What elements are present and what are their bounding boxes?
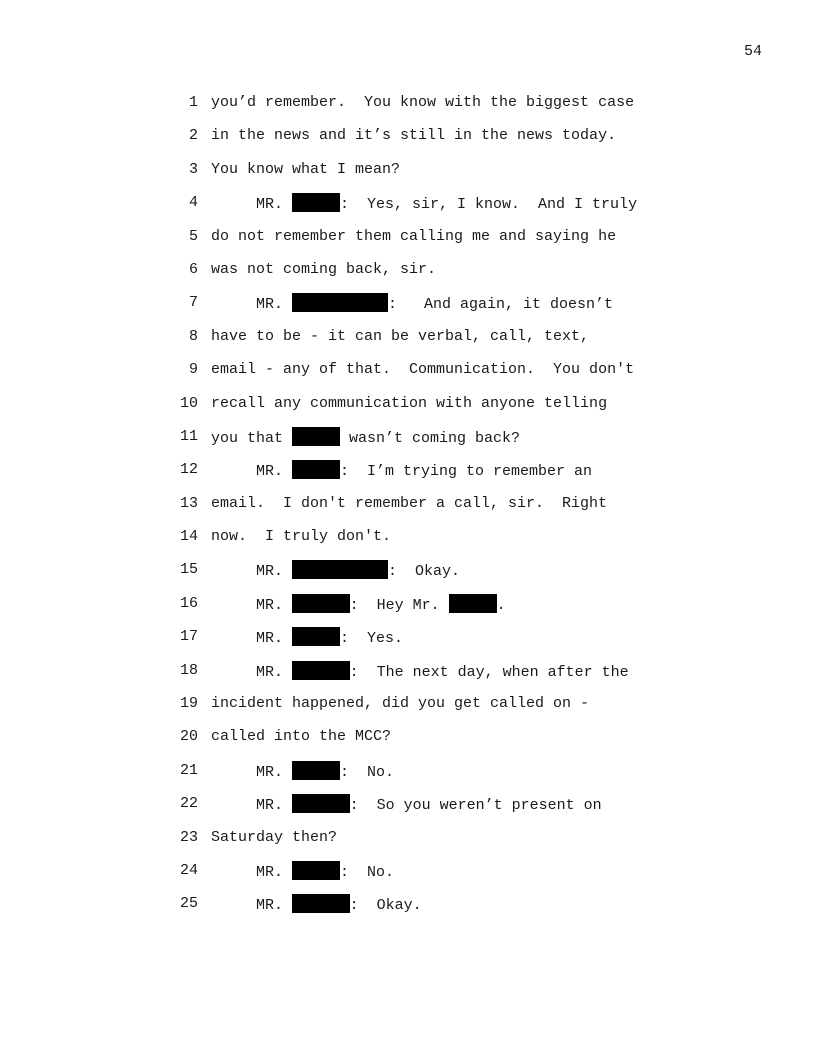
transcript-line bbox=[160, 861, 700, 894]
line-text bbox=[211, 394, 700, 414]
transcript-body bbox=[160, 93, 700, 928]
line-text bbox=[211, 427, 700, 449]
line-number: 15 bbox=[179, 561, 198, 579]
text-segment: : And again, it doesn’t bbox=[388, 296, 614, 314]
redaction-box bbox=[292, 661, 350, 680]
text-segment: : I’m trying to remember an bbox=[340, 463, 593, 481]
transcript-line bbox=[160, 293, 700, 326]
line-number: 5 bbox=[188, 227, 198, 245]
line-text bbox=[211, 126, 700, 146]
text-segment: email - any of that. Communication. You don't bbox=[211, 361, 635, 379]
text-segment: MR. bbox=[211, 797, 293, 815]
text-segment: have to be - it can be verbal, call, text, bbox=[211, 327, 590, 345]
text-segment: email. I don't remember a call, sir. Right bbox=[211, 494, 608, 512]
text-segment: MR. bbox=[211, 897, 293, 915]
transcript-line bbox=[160, 627, 700, 660]
line-text bbox=[211, 594, 700, 616]
transcript-line bbox=[160, 894, 700, 927]
line-number: 8 bbox=[188, 327, 198, 345]
transcript-line bbox=[160, 260, 700, 293]
line-number: 23 bbox=[179, 828, 198, 846]
line-text bbox=[211, 727, 700, 747]
line-number: 20 bbox=[179, 728, 198, 746]
transcript-line bbox=[160, 727, 700, 760]
text-segment: MR. bbox=[211, 563, 293, 581]
text-segment: : No. bbox=[340, 763, 395, 781]
line-number: 24 bbox=[179, 861, 198, 879]
line-text bbox=[211, 527, 700, 547]
transcript-line bbox=[160, 427, 700, 460]
line-number: 7 bbox=[188, 294, 198, 312]
line-text bbox=[211, 694, 700, 714]
text-segment: in the news and it’s still in the news today. bbox=[211, 127, 617, 145]
line-text bbox=[211, 494, 700, 514]
line-text bbox=[211, 861, 700, 883]
line-text bbox=[211, 794, 700, 816]
line-number: 1 bbox=[188, 94, 198, 111]
text-segment: MR. bbox=[211, 863, 293, 881]
transcript-line bbox=[160, 828, 700, 861]
text-segment: MR. bbox=[211, 596, 293, 614]
transcript-line bbox=[160, 327, 700, 360]
text-segment: You know what I mean? bbox=[211, 160, 401, 178]
text-segment: called into the MCC? bbox=[211, 728, 392, 746]
redaction-box bbox=[292, 594, 350, 613]
text-segment: do not remember them calling me and saying he bbox=[211, 227, 617, 245]
line-number: 11 bbox=[179, 427, 198, 445]
transcript-line bbox=[160, 360, 700, 393]
text-segment: : Okay. bbox=[388, 563, 461, 581]
text-segment: incident happened, did you get called on - bbox=[211, 695, 590, 713]
line-text bbox=[211, 627, 700, 649]
line-number: 9 bbox=[188, 361, 198, 379]
line-number: 19 bbox=[179, 695, 198, 713]
redaction-box bbox=[292, 761, 340, 780]
text-segment: MR. bbox=[211, 196, 293, 214]
line-number: 10 bbox=[179, 394, 198, 412]
redaction-box bbox=[292, 861, 340, 880]
text-segment: : The next day, when after the bbox=[349, 663, 629, 681]
line-number: 17 bbox=[179, 628, 198, 646]
line-number: 12 bbox=[179, 461, 198, 479]
transcript-line bbox=[160, 160, 700, 193]
text-segment: : Yes. bbox=[340, 630, 404, 648]
line-number: 13 bbox=[179, 494, 198, 512]
transcript-line bbox=[160, 394, 700, 427]
transcript-line bbox=[160, 193, 700, 226]
text-segment: MR. bbox=[211, 630, 293, 648]
text-segment: : No. bbox=[340, 863, 395, 881]
transcript-line bbox=[160, 93, 700, 126]
transcript-line bbox=[160, 560, 700, 593]
transcript-line bbox=[160, 594, 700, 627]
line-number: 21 bbox=[179, 761, 198, 779]
page-number: 54 bbox=[743, 43, 762, 60]
text-segment: . bbox=[496, 596, 506, 614]
line-number: 18 bbox=[179, 661, 198, 679]
redaction-box bbox=[449, 594, 497, 613]
transcript-line bbox=[160, 460, 700, 493]
text-segment: recall any communication with anyone telling bbox=[211, 394, 608, 412]
redaction-box bbox=[292, 627, 340, 646]
line-text bbox=[211, 193, 700, 215]
line-text bbox=[211, 293, 700, 315]
redaction-box bbox=[292, 293, 388, 312]
line-text bbox=[211, 661, 700, 683]
transcript-line bbox=[160, 661, 700, 694]
line-number: 22 bbox=[179, 795, 198, 813]
line-number: 25 bbox=[179, 895, 198, 913]
redaction-box bbox=[292, 560, 388, 579]
text-segment: Saturday then? bbox=[211, 828, 338, 846]
text-segment: was not coming back, sir. bbox=[211, 260, 437, 278]
text-segment: : Okay. bbox=[349, 897, 422, 915]
line-text bbox=[211, 93, 700, 113]
line-text bbox=[211, 227, 700, 247]
line-number: 6 bbox=[188, 260, 198, 278]
line-text bbox=[211, 160, 700, 180]
line-text bbox=[211, 360, 700, 380]
text-segment: wasn’t coming back? bbox=[340, 429, 521, 447]
transcript-line bbox=[160, 694, 700, 727]
line-text bbox=[211, 560, 700, 582]
redaction-box bbox=[292, 460, 340, 479]
transcript-line bbox=[160, 527, 700, 560]
text-segment: you’d remember. You know with the biggest case bbox=[211, 94, 635, 111]
transcript-line bbox=[160, 494, 700, 527]
transcript-line bbox=[160, 761, 700, 794]
transcript-line bbox=[160, 126, 700, 159]
line-number: 2 bbox=[188, 127, 198, 145]
text-segment: : Hey Mr. bbox=[349, 596, 449, 614]
text-segment: MR. bbox=[211, 463, 293, 481]
text-segment: : So you weren’t present on bbox=[349, 797, 602, 815]
line-text bbox=[211, 828, 700, 848]
redaction-box bbox=[292, 894, 350, 913]
line-number: 4 bbox=[188, 194, 198, 212]
redaction-box bbox=[292, 427, 340, 446]
redaction-box bbox=[292, 193, 340, 212]
text-segment: you that bbox=[211, 429, 293, 447]
line-number: 16 bbox=[179, 594, 198, 612]
transcript-line bbox=[160, 794, 700, 827]
line-text bbox=[211, 761, 700, 783]
transcript-line bbox=[160, 227, 700, 260]
text-segment: MR. bbox=[211, 763, 293, 781]
text-segment: MR. bbox=[211, 296, 293, 314]
redaction-box bbox=[292, 794, 350, 813]
line-text bbox=[211, 260, 700, 280]
text-segment: : Yes, sir, I know. And I truly bbox=[340, 196, 638, 214]
line-text bbox=[211, 894, 700, 916]
text-segment: MR. bbox=[211, 663, 293, 681]
line-number: 3 bbox=[188, 160, 198, 178]
line-text bbox=[211, 327, 700, 347]
text-segment: now. I truly don't. bbox=[211, 528, 392, 546]
line-number: 14 bbox=[179, 528, 198, 546]
line-text bbox=[211, 460, 700, 482]
